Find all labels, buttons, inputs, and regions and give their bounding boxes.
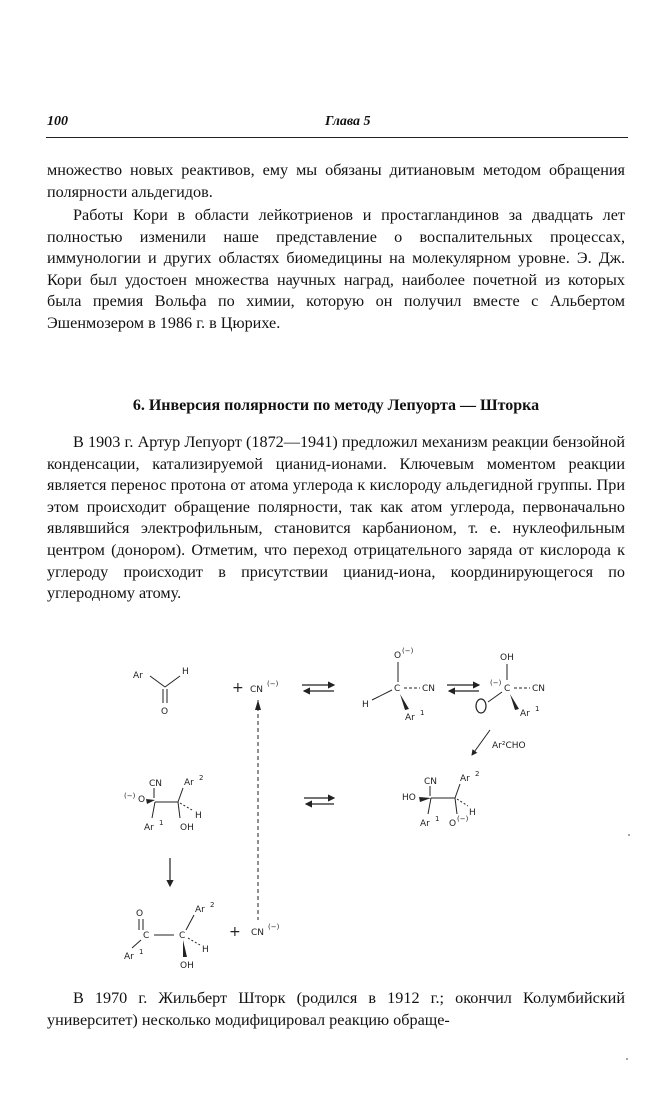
alkoxide-cn: CN bbox=[422, 684, 436, 694]
adduct2-h: H bbox=[469, 808, 476, 818]
alkoxide-c: C bbox=[394, 684, 401, 694]
product-h: H bbox=[202, 945, 209, 955]
product-oh: OH bbox=[180, 961, 194, 971]
aldehyde-reagent: Ar²CHO bbox=[492, 741, 526, 751]
aldehyde-ar: Ar bbox=[133, 671, 143, 681]
carbanion-c: C bbox=[504, 684, 511, 694]
addition-arrow bbox=[472, 730, 490, 755]
product-ar2: Ar bbox=[195, 905, 205, 915]
equilibrium-arrow-3 bbox=[304, 798, 334, 804]
cyanide-ion-1: CN bbox=[250, 685, 264, 695]
cyanide-charge-2: (−) bbox=[268, 923, 280, 931]
plus-sign-2: + bbox=[229, 924, 241, 940]
aldehyde-h: H bbox=[182, 667, 189, 677]
plus-sign-1: + bbox=[232, 680, 244, 696]
carbanion-oh: OH bbox=[500, 653, 514, 663]
adduct1-ar2-sup: 2 bbox=[199, 774, 204, 782]
adduct1-charge: (−) bbox=[124, 792, 136, 800]
adduct1-ar1-sup: 1 bbox=[159, 819, 164, 827]
carbanion-intermediate bbox=[476, 653, 545, 719]
adduct2-cn: CN bbox=[424, 777, 438, 787]
adduct2-charge: (−) bbox=[457, 815, 469, 823]
paragraph-3: В 1903 г. Артур Лепуорт (1872—1941) предложил механизм реакции бензойной конденсации, катализируемой цианид-ионами. Ключевым моментом реакции является перенос протона от атома углерода к кислороду альдегидной группы. При этом происходит обращение полярности, так как атом углерода, первоначально являвшийся электрофильным, становится карбанионом, т. е. нуклеофильным центром (донором). Отметим, что переход отрицательного заряда от кислорода к углероду происходит в присутствии цианид-иона, координирующегося по углеродному атому. bbox=[47, 433, 625, 603]
section-heading: 6. Инверсия полярности по методу Лепуорта — Шторка bbox=[132, 397, 540, 414]
adduct1-cn: CN bbox=[149, 779, 163, 789]
benzoin-product bbox=[124, 901, 214, 971]
adduct-carbanion bbox=[402, 770, 479, 829]
aldehyde-molecule bbox=[133, 667, 189, 717]
cyanide-ion-2: CN bbox=[251, 928, 265, 938]
adduct1-ar1: Ar bbox=[144, 823, 154, 833]
carbanion-charge: (−) bbox=[490, 679, 502, 687]
alkoxide-intermediate bbox=[362, 647, 435, 723]
product-ar1-sup: 1 bbox=[139, 948, 144, 956]
page-speck bbox=[626, 1058, 628, 1060]
adduct1-oh: OH bbox=[180, 823, 194, 833]
alkoxide-ar: Ar bbox=[405, 713, 415, 723]
adduct2-ho: HO bbox=[402, 793, 416, 803]
adduct-alkoxide bbox=[124, 774, 203, 833]
adduct2-o: O bbox=[449, 819, 457, 829]
product-o: O bbox=[136, 909, 144, 919]
cyanide-recycle-arrowhead bbox=[255, 700, 261, 710]
paragraph-2: Работы Кори в области лейкотриенов и простагландинов за двадцать лет полностью изменили наше представление о воспалительных процессах, иммунологии и других областях биомедицины на молекулярном уровне. Э. Дж. Кори был удостоен множества научных наград, наиболее почетной из которых была премия Вольфа по химии, которую он получил вместе с Альбертом Эшенмозером в 1986 г. в Цюрихе. bbox=[47, 206, 625, 332]
page-header bbox=[47, 114, 627, 134]
carbanion-ar-sup: 1 bbox=[535, 705, 540, 713]
product-c1: C bbox=[143, 931, 150, 941]
aldehyde-o: O bbox=[161, 707, 169, 717]
adduct1-ar2: Ar bbox=[184, 778, 194, 788]
alkoxide-ar-sup: 1 bbox=[420, 709, 425, 717]
adduct1-o: O bbox=[138, 795, 146, 805]
equilibrium-arrow-2 bbox=[447, 685, 479, 691]
product-c2: C bbox=[179, 931, 186, 941]
product-ar1: Ar bbox=[124, 952, 134, 962]
adduct2-ar1-sup: 1 bbox=[435, 815, 440, 823]
alkoxide-charge: (−) bbox=[402, 647, 414, 655]
chapter-title: Глава 5 bbox=[325, 114, 371, 129]
cyanide-charge-1: (−) bbox=[267, 680, 279, 688]
paragraph-1: множество новых реактивов, ему мы обязаны дитиановым методом обращения полярности альдегидов. bbox=[47, 161, 625, 201]
carbanion-cn: CN bbox=[532, 684, 546, 694]
page-number: 100 bbox=[47, 114, 68, 129]
equilibrium-arrow-1 bbox=[302, 685, 334, 691]
lone-pair-orbital bbox=[476, 699, 486, 713]
alkoxide-h: H bbox=[362, 700, 369, 710]
page-speck bbox=[628, 834, 630, 836]
header-rule bbox=[46, 137, 628, 138]
adduct1-h: H bbox=[195, 811, 202, 821]
adduct2-ar2: Ar bbox=[460, 774, 470, 784]
alkoxide-o: O bbox=[394, 651, 402, 661]
paragraph-4: В 1970 г. Жильберт Шторк (родился в 1912 г.; окончил Колумбийский университет) несколько модифицировал реакцию обраще- bbox=[47, 989, 625, 1029]
adduct2-ar2-sup: 2 bbox=[475, 770, 480, 778]
reaction-scheme bbox=[0, 640, 663, 980]
product-ar2-sup: 2 bbox=[210, 901, 215, 909]
adduct2-ar1: Ar bbox=[420, 819, 430, 829]
carbanion-ar: Ar bbox=[520, 709, 530, 719]
